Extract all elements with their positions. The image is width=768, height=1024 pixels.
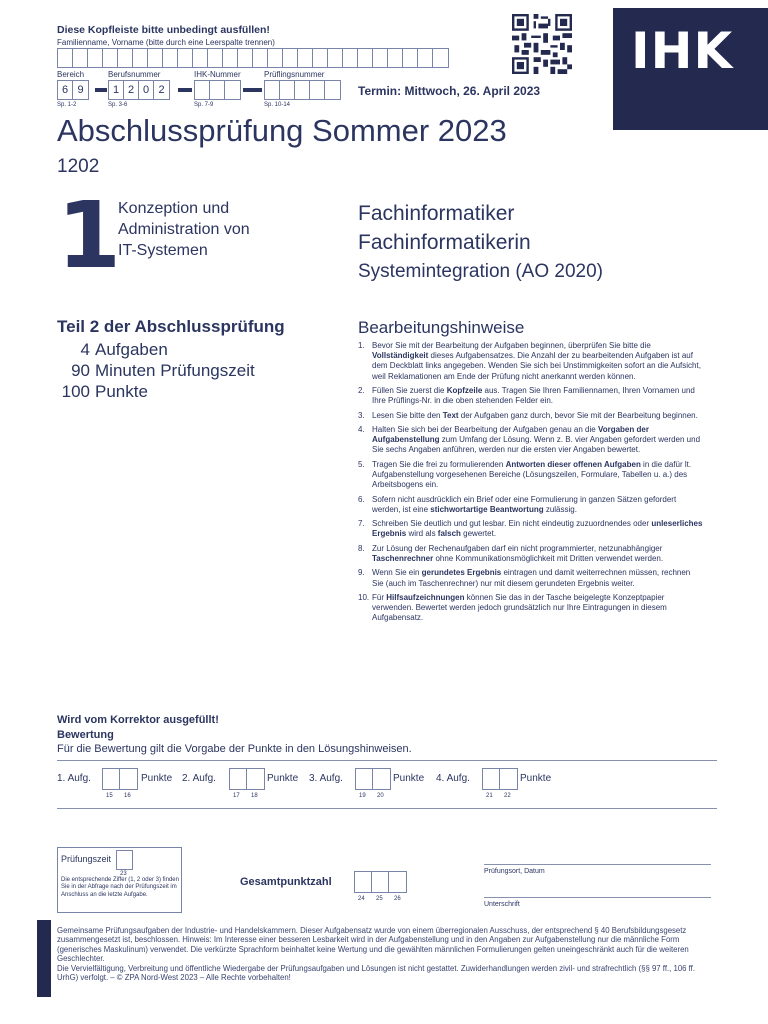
name-cell[interactable] <box>418 49 433 67</box>
bereich-digit[interactable]: 6 <box>58 81 73 99</box>
pruefling-label: Prüflingsnummer <box>264 70 325 79</box>
col-number: 18 <box>251 793 258 799</box>
pruefling-digit[interactable] <box>265 81 280 99</box>
col-number: 25 <box>376 896 383 902</box>
part-number: 1 <box>57 182 122 289</box>
name-cell[interactable] <box>208 49 223 67</box>
hint-text: Für Hilfsaufzeichnungen können Sie das in der Tasche beigelegte Konzeptpapier verwenden. Bewertet werden jedoch grundsätzlich nur Ihre Eintragungen in diesem Aufgabensatz. <box>372 592 667 623</box>
footer-line: Gemeinsame Prüfungsaufgaben der Industrie- und Handelskammern. Dieser Aufgabensatz wurde von einem überregionalen Ausschuss, der entsprechend § 40 Berufsbildungsgesetz zusammengesetzt ist, beschlossen. Hinweis: Im Interesse einer besseren Lesbarkeit wird in der Aufgabenstellung und in den Angaben zur Aufgabenstellung nur die männliche Form (generisches Maskulinum) verwendet. Die verkürzte Sprachform beinhaltet keine Wertung und die gewählten männlichen Formulierungen gelten uneingeschränkt auch für die weiteren Geschlechter. <box>57 926 689 964</box>
hint-text: Schreiben Sie deutlich und gut lesbar. Ein nicht eindeutig zuzuordnendes oder unleserliches Ergebnis wird als falsch gewertet. <box>372 519 703 539</box>
col-number: 19 <box>359 793 366 799</box>
footer-accent <box>37 920 51 997</box>
name-cell[interactable] <box>73 49 88 67</box>
punkte-digit[interactable] <box>230 769 247 789</box>
col-number: 16 <box>124 793 131 799</box>
separator <box>243 88 262 92</box>
col-number: 15 <box>106 793 113 799</box>
punkte-digit[interactable] <box>356 769 373 789</box>
punkte-digit[interactable] <box>483 769 500 789</box>
col-number: 21 <box>486 793 493 799</box>
name-cell[interactable] <box>103 49 118 67</box>
ort-datum-label: Prüfungsort, Datum <box>484 868 545 875</box>
gesamt-digit[interactable] <box>372 872 389 892</box>
ihk-boxes[interactable] <box>194 80 241 100</box>
col-number: 23 <box>120 871 127 877</box>
hint-number: 9. <box>358 568 365 578</box>
hint-number: 8. <box>358 543 365 553</box>
subject-line: Administration von <box>118 221 250 238</box>
punkte-label: Punkte <box>520 773 552 784</box>
hint-text: Halten Sie sich bei der Bearbeitung der Aufgaben genau an die Vorgaben der Aufgabenstellung zum Umfang der Lösung. Wenn z. B. vier Angaben gefordert werden und Sie sechs Angaben anführen, werden nur die ersten vier Angaben bewertet. <box>372 424 701 455</box>
gesamt-digit[interactable] <box>389 872 406 892</box>
bewertung-title: Bewertung <box>57 729 114 741</box>
separator <box>178 88 192 92</box>
pruefungszeit-hint: Die entsprechende Ziffer (1, 2 oder 3) finden Sie in der Abfrage nach der Prüfungszeit im Anschluss an die letzte Aufgabe. <box>61 877 179 898</box>
part-detail-row <box>57 339 255 360</box>
punkte-digit[interactable] <box>373 769 390 789</box>
name-cell[interactable] <box>388 49 403 67</box>
name-cell[interactable] <box>253 49 268 67</box>
hint-number: 1. <box>358 341 365 350</box>
name-cell[interactable] <box>238 49 253 67</box>
bereich-label: Bereich <box>57 70 85 79</box>
hint-item <box>358 425 703 456</box>
gesamtpunktzahl-label: Gesamtpunktzahl <box>240 876 332 888</box>
korrektor-title: Wird vom Korrektor ausgefüllt! <box>57 714 219 726</box>
name-cell[interactable] <box>178 49 193 67</box>
name-cell[interactable] <box>58 49 73 67</box>
name-cell[interactable] <box>313 49 328 67</box>
hint-text: Füllen Sie zuerst die Kopfzeile aus. Tragen Sie Ihren Familiennamen, Ihren Vornamen und Ihre Prüflings-Nr. in die oben stehenden Felder ein. <box>372 386 695 406</box>
subject-title <box>118 198 318 261</box>
pruefling-digit[interactable] <box>295 81 310 99</box>
detail-number: 4 <box>80 340 90 359</box>
sp-label: Sp. 10-14 <box>264 102 291 108</box>
aufgabe-label: 1. Aufg. <box>57 773 91 784</box>
punkte-box[interactable] <box>355 768 391 790</box>
aufgabe-label: 4. Aufg. <box>436 773 470 784</box>
beruf-digit[interactable]: 2 <box>124 81 139 99</box>
hint-text: Zur Lösung der Rechenaufgaben darf ein nicht programmierter, netzunabhängiger Taschenrechner ohne Kommunikationsmöglichkeit mit Dritten verwendet werden. <box>372 543 664 563</box>
detail-number: 90 <box>71 361 90 380</box>
punkte-digit[interactable] <box>120 769 137 789</box>
punkte-digit[interactable] <box>103 769 120 789</box>
name-cell[interactable] <box>358 49 373 67</box>
hint-item <box>358 544 703 564</box>
detail-text: Aufgaben <box>95 340 168 359</box>
col-number: 26 <box>394 896 401 902</box>
pruefungszeit-label: Prüfungszeit <box>61 854 112 864</box>
pruefungszeit-input[interactable] <box>116 850 133 870</box>
unterschrift-label: Unterschrift <box>484 901 520 908</box>
name-cell[interactable] <box>283 49 298 67</box>
col-number: 17 <box>233 793 240 799</box>
qr-code-icon <box>512 14 572 74</box>
ihk-logo-text: IHK <box>631 22 734 80</box>
name-cell[interactable] <box>343 49 358 67</box>
part-details <box>57 339 255 402</box>
separator <box>95 88 107 92</box>
hints-title: Bearbeitungshinweise <box>358 318 525 337</box>
hint-text: Bevor Sie mit der Bearbeitung der Aufgaben beginnen, überprüfen Sie bitte die Vollständigkeit dieses Aufgabensatzes. Die Anzahl der zu bearbeitenden Aufgaben ist auf dem Deckblatt links angegeben. Wenden Sie sich bei Unstimmigkeiten sofort an die Aufsicht, weil Reklamationen am Ende der Prüfung nicht anerkannt werden können. <box>372 341 701 381</box>
detail-text: Punkte <box>95 382 148 401</box>
part-detail-row <box>57 360 255 381</box>
beruf-digit[interactable]: 1 <box>109 81 124 99</box>
col-number: 22 <box>504 793 511 799</box>
hint-number: 6. <box>358 494 365 504</box>
hint-number: 5. <box>358 459 365 469</box>
name-input-row[interactable] <box>57 48 449 68</box>
pruefling-boxes[interactable] <box>264 80 341 100</box>
hint-number: 4. <box>358 424 365 434</box>
ihk-digit[interactable] <box>225 81 240 99</box>
hint-text: Wenn Sie ein gerundetes Ergebnis eintragen und damit weiterrechnen müssen, rechnen Sie (auch im Taschenrechner) nur mit diesem gerundeten Ergebnis weiter. <box>372 568 691 588</box>
beruf-boxes[interactable] <box>108 80 170 100</box>
hint-item <box>358 593 703 624</box>
col-number: 24 <box>358 896 365 902</box>
bereich-boxes[interactable] <box>57 80 89 100</box>
part-title: Teil 2 der Abschlussprüfung <box>57 317 285 336</box>
name-cell[interactable] <box>133 49 148 67</box>
name-cell[interactable] <box>433 49 448 67</box>
sp-label: Sp. 1-2 <box>57 102 77 108</box>
occupation-title <box>358 199 603 286</box>
berufsnummer-label: Berufsnummer <box>108 70 161 79</box>
exam-title: Abschlussprüfung Sommer 2023 <box>57 113 507 148</box>
subject-line: IT-Systemen <box>118 242 208 259</box>
part-detail-row <box>57 381 255 402</box>
bereich-digit[interactable]: 9 <box>77 84 84 96</box>
aufgabe-label: 3. Aufg. <box>309 773 343 784</box>
signature-line <box>484 897 711 898</box>
occupation-line: Fachinformatiker <box>358 202 515 225</box>
punkte-digit[interactable] <box>247 769 264 789</box>
hint-item <box>358 495 703 515</box>
pruefling-digit[interactable] <box>325 81 340 99</box>
ihk-digit[interactable] <box>195 81 210 99</box>
punkte-box[interactable] <box>482 768 518 790</box>
hint-text: Sofern nicht ausdrücklich ein Brief oder eine Formulierung in ganzen Sätzen gefordert werden, ist eine stichwortartige Beantwortung zulässig. <box>372 494 677 514</box>
hint-item <box>358 411 703 421</box>
hint-item <box>358 519 703 539</box>
hint-item <box>358 568 703 588</box>
sp-label: Sp. 3-6 <box>108 102 128 108</box>
hint-number: 3. <box>358 410 365 420</box>
occupation-line: Fachinformatikerin <box>358 231 531 254</box>
pruefungszeit-box <box>57 847 182 913</box>
termin: Termin: Mittwoch, 26. April 2023 <box>358 84 541 98</box>
name-cell[interactable] <box>193 49 208 67</box>
punkte-digit[interactable] <box>500 769 517 789</box>
col-number: 20 <box>377 793 384 799</box>
punkte-label: Punkte <box>141 773 173 784</box>
divider <box>57 808 717 809</box>
sp-label: Sp. 7-9 <box>194 102 214 108</box>
ihk-digit[interactable] <box>210 81 225 99</box>
name-cell[interactable] <box>88 49 103 67</box>
pruefling-digit[interactable] <box>280 81 295 99</box>
ihk-nummer-label: IHK-Nummer <box>194 70 241 79</box>
signature-line <box>484 864 711 865</box>
detail-text: Minuten Prüfungszeit <box>95 361 255 380</box>
footer-legal <box>57 926 717 982</box>
aufgabe-label: 2. Aufg. <box>182 773 216 784</box>
gesamt-digit[interactable] <box>355 872 372 892</box>
hint-number: 2. <box>358 386 365 395</box>
header-title: Diese Kopfleiste bitte unbedingt ausfüllen! <box>57 24 270 36</box>
hint-item <box>358 460 703 491</box>
hint-text: Lesen Sie bitte den Text der Aufgaben ganz durch, bevor Sie mit der Bearbeitung beginnen. <box>372 410 698 420</box>
header-subtitle: Familienname, Vorname (bitte durch eine Leerspalte trennen) <box>57 38 275 47</box>
beruf-digit[interactable]: 2 <box>158 84 165 96</box>
hint-number: 7. <box>358 519 365 529</box>
footer-line: Die Vervielfältigung, Verbreitung und öffentliche Wiedergabe der Prüfungsaufgaben und Lösungen ist nicht gestattet. Zuwiderhandlungen werden zivil- und strafrechtlich (§§ 97 ff., 106 ff. UrhG) verfolgt. – © ZPA Nord-West 2023 – Alle Rechte vorbehalten! <box>57 963 696 983</box>
detail-number: 100 <box>61 382 90 401</box>
name-cell[interactable] <box>298 49 313 67</box>
name-cell[interactable] <box>223 49 238 67</box>
name-cell[interactable] <box>373 49 388 67</box>
name-cell[interactable] <box>268 49 283 67</box>
hints-list <box>358 341 703 628</box>
name-cell[interactable] <box>148 49 163 67</box>
punkte-label: Punkte <box>267 773 299 784</box>
divider <box>57 760 717 761</box>
beruf-digit[interactable]: 0 <box>139 81 154 99</box>
exam-code: 1202 <box>57 156 100 177</box>
hint-item <box>358 386 703 406</box>
bewertung-subtitle: Für die Bewertung gilt die Vorgabe der Punkte in den Lösungshinweisen. <box>57 743 412 755</box>
hint-item <box>358 341 703 382</box>
name-cell[interactable] <box>328 49 343 67</box>
occupation-line: Systemintegration (AO 2020) <box>358 261 604 282</box>
name-cell[interactable] <box>403 49 418 67</box>
name-cell[interactable] <box>118 49 133 67</box>
ihk-logo <box>613 8 768 130</box>
gesamt-box[interactable] <box>354 871 407 893</box>
punkte-label: Punkte <box>393 773 425 784</box>
pruefling-digit[interactable] <box>310 81 325 99</box>
hint-text: Tragen Sie die frei zu formulierenden Antworten dieser offenen Aufgaben in die dafür lt. Aufgabenstellung vorgesehenen Bereiche (Lösungszeilen, Formulare, Tabellen u. a.) des Arbeitsbogens ein. <box>372 459 692 490</box>
subject-line: Konzeption und <box>118 200 230 217</box>
punkte-box[interactable] <box>102 768 138 790</box>
name-cell[interactable] <box>163 49 178 67</box>
punkte-box[interactable] <box>229 768 265 790</box>
hint-number: 10. <box>358 592 370 602</box>
